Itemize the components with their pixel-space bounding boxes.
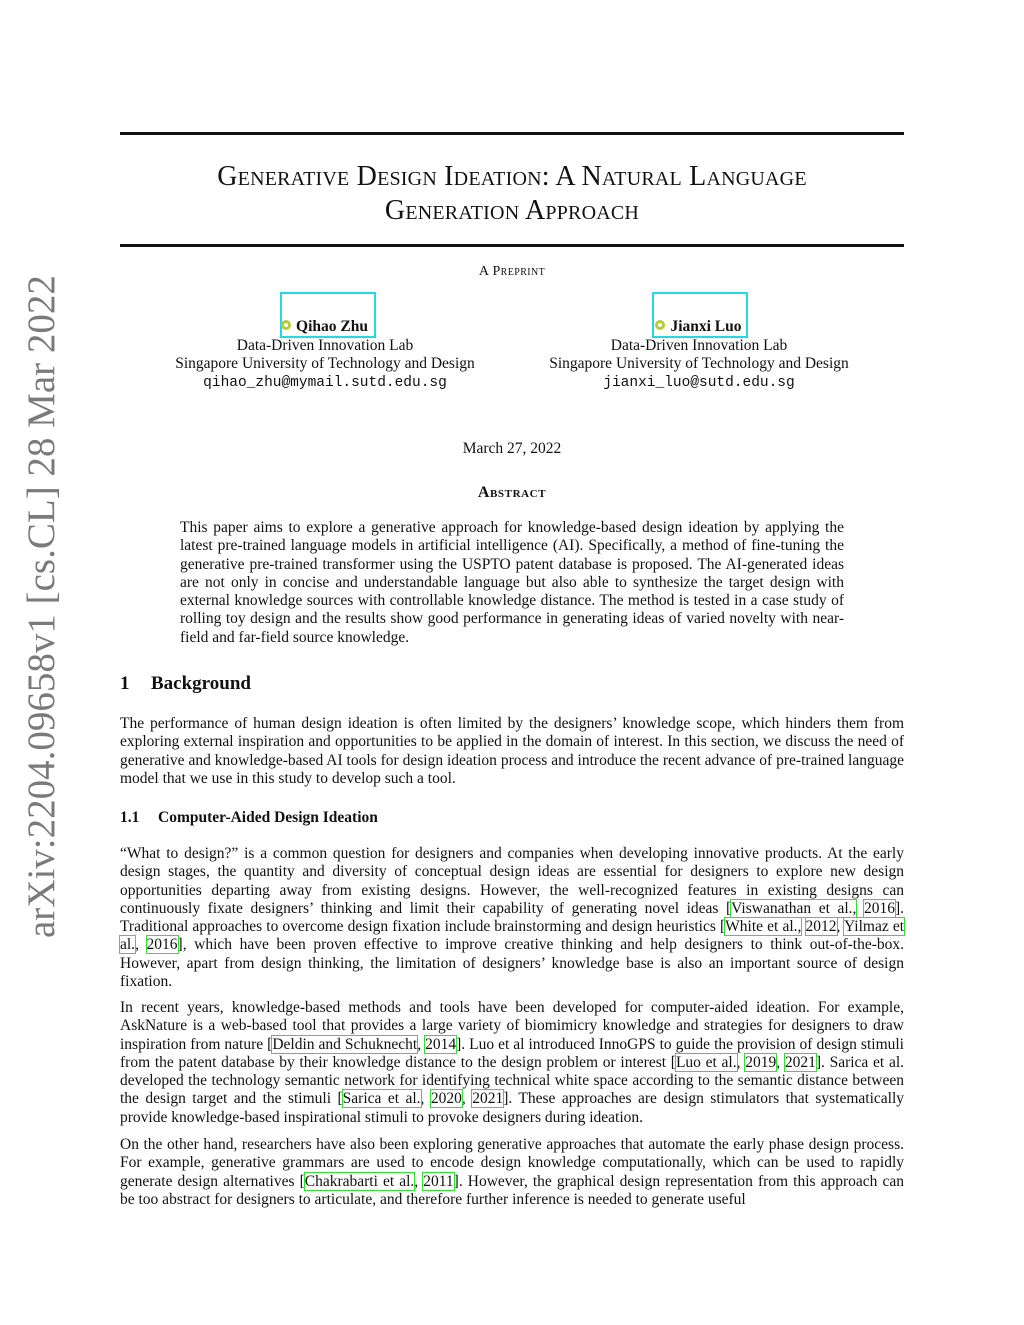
citation-link[interactable]: Sarica et al.	[342, 1090, 421, 1108]
author-1-name[interactable]: Qihao Zhu	[296, 318, 368, 335]
text-run	[856, 900, 864, 917]
author-2-link-box[interactable]	[652, 292, 748, 338]
text-run: “What to design?” is a common question for designers and companies when developing innovative products. At the early design stages, the quantity and diversity of conceptual design ideas are essential for designers to explore new design opportunities departing away from existing designs. However, the well-recognized features in existing designs can continuously fixate designers’ thinking and limit their capability of generating novel ideas [	[120, 845, 904, 917]
text-run: ]. These approaches are design stimulators that systematically provide knowledge-based inspirational stimuli to provoke designers during ideation.	[120, 1090, 905, 1126]
paragraph-3	[120, 1136, 904, 1209]
citation-link[interactable]: 2021	[784, 1053, 816, 1071]
title-line-2: Generation Approach	[384, 195, 640, 226]
citation-link[interactable]: 2021	[472, 1090, 504, 1108]
text-run: ,	[420, 1090, 431, 1108]
citation-link[interactable]: 2016	[863, 899, 895, 917]
paper-title	[120, 160, 904, 228]
author-2-affiliation: Data-Driven Innovation Lab	[610, 336, 788, 354]
text-run: ,	[736, 1053, 746, 1071]
section-1-number: 1	[120, 673, 130, 694]
citation-link[interactable]: 2014	[425, 1035, 457, 1053]
paper-date: March 27, 2022	[462, 440, 562, 457]
citation-link[interactable]: 2020	[430, 1090, 462, 1108]
citation-link[interactable]: White et al.,	[725, 918, 802, 936]
text-run: ,	[414, 1172, 424, 1190]
text-run: In recent years, knowledge-based methods and tools have been developed for computer-aided ideation. For example, AskNature is a web-based tool that provides a large variety of biomimicry knowledge and strategies for designers to draw inspiration from nature [	[120, 999, 904, 1053]
citation-link[interactable]: Viswanathan et al.,	[731, 899, 857, 917]
citation-link[interactable]: 2012	[805, 918, 837, 936]
paragraph-1	[120, 845, 904, 991]
citation-link[interactable]: Yilmaz et al.	[120, 918, 905, 954]
section-1-1-title: Computer-Aided Design Ideation	[158, 809, 378, 826]
section-1-heading	[120, 673, 251, 695]
author-1-affiliation: Data-Driven Innovation Lab	[236, 336, 414, 354]
citation-link[interactable]: Deldin and Schuknecht	[272, 1035, 418, 1053]
title-line-1: Generative Design Ideation: A Natural Language	[217, 161, 807, 192]
text-run: ]. Sarica et al. developed the technology semantic network for identifying technical white space according to the semantic distance between the design target and the stimuli [	[120, 1053, 905, 1108]
section-1-title: Background	[151, 673, 251, 694]
author-1-link-box[interactable]	[280, 292, 376, 338]
citation-link[interactable]: Luo et al.	[675, 1053, 737, 1071]
paragraph-2	[120, 999, 904, 1127]
text-run: On the other hand, researchers have also been exploring generative approaches that automate the early phase design process. For example, generative grammars are used to encode design knowledge computationally, which can be used to rapidly generate design alternatives [	[120, 1136, 904, 1190]
author-2-name[interactable]: Jianxi Luo	[670, 318, 742, 335]
text-run	[801, 918, 805, 935]
author-block-2	[519, 318, 879, 392]
citation-link[interactable]: 2019	[745, 1053, 777, 1071]
text-run: ,	[417, 1035, 426, 1053]
text-run: ,	[836, 918, 844, 936]
author-2-email[interactable]: jianxi_luo@sutd.edu.sg	[603, 374, 795, 391]
title-bottom-rule	[120, 244, 904, 247]
author-1-email[interactable]: qihao_zhu@mymail.sutd.edu.sg	[203, 374, 447, 391]
abstract-text: This paper aims to explore a generative approach for knowledge-based design ideation by applying the latest pre-trained language models in artificial intelligence (AI). Specifically, a method of fine-tuning the generative pre-trained transformer using the USPTO patent database is proposed. The AI-generated ideas are not only in concise and understandable language but also able to synthesize the target design with external knowledge sources with controllable knowledge distance. The method is tested in a case study of rolling toy design and the results show good performance in generating ideas of varied novelty with near-field and far-field source knowledge.	[180, 519, 844, 646]
abstract-heading: Abstract	[477, 484, 547, 501]
section-1-1-heading	[120, 809, 378, 827]
section-1-1-number: 1.1	[120, 809, 140, 826]
citation-link[interactable]: 2016	[146, 936, 178, 954]
orcid-icon[interactable]	[281, 320, 291, 330]
text-run: ]. However, the graphical design representation from this approach can be too abstract for designers to articulate, and therefore further inference is needed to generate useful	[120, 1172, 904, 1208]
text-run: ], which have been proven effective to improve creative thinking and help designers to think out-of-the-box. However, apart from design thinking, the limitation of designers’ knowledge base is also an important source of design fixation.	[120, 936, 904, 991]
author-1-university: Singapore University of Technology and Design	[175, 355, 475, 372]
citation-link[interactable]: 2011	[423, 1172, 454, 1190]
preprint-label: A Preprint	[478, 264, 546, 279]
arxiv-side-label: arXiv:2204.09658v1 [cs.CL] 28 Mar 2022	[20, 275, 63, 938]
text-run: ,	[135, 936, 147, 954]
text-run: ]. Traditional approaches to overcome design fixation include brainstorming and design heuristics [	[120, 899, 904, 936]
title-top-rule	[120, 132, 904, 135]
text-run: ]. Luo et al introduced InnoGPS to guide the provision of design stimuli from the patent database by their knowledge distance to the design problem or interest [	[120, 1035, 904, 1071]
text-run: ,	[461, 1090, 473, 1108]
section-1-paragraph: The performance of human design ideation is often limited by the designers’ knowledge scope, which hinders them from exploring external inspiration and opportunities to be applied in the domain of interest. In this section, we discuss the need of generative and knowledge-based AI tools for design ideation process and introduce the recent advance of pre-trained language model that we use in this study to develop such a tool.	[120, 715, 904, 787]
author-block-1	[145, 318, 505, 392]
text-run: ,	[776, 1053, 785, 1071]
citation-link[interactable]: Chakrabarti et al.	[304, 1172, 415, 1190]
author-2-university: Singapore University of Technology and Design	[549, 355, 849, 372]
